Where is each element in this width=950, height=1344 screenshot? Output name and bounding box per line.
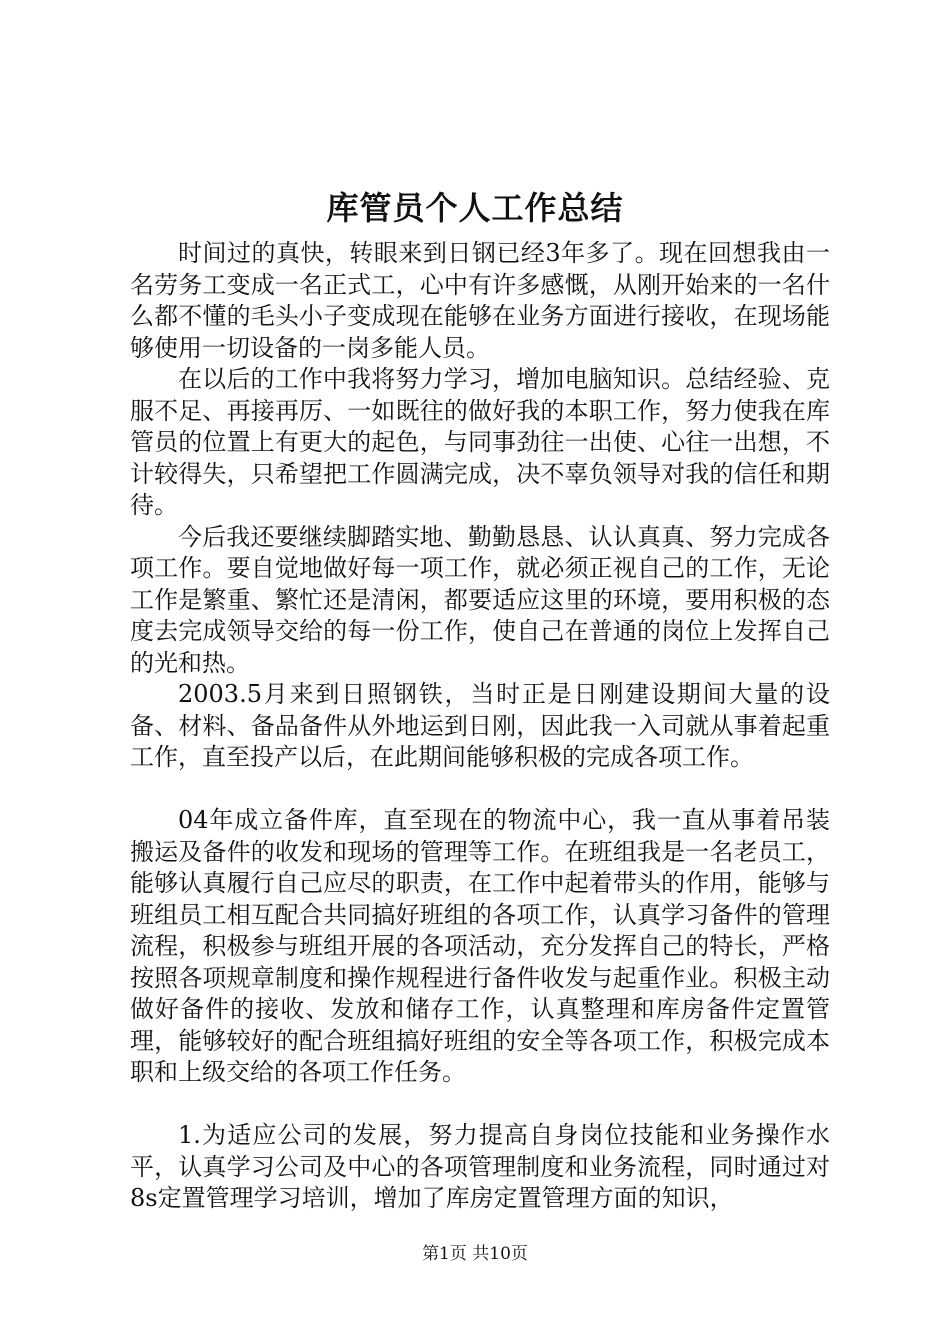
paragraph-2003: 2003.5月来到日照钢铁，当时正是日刚建设期间大量的设备、材料、备品备件从外地运到日刚，因此我一入司就从事着起重工作，直至投产以后，在此期间能够积极的完成各项工作。 [130,680,830,771]
page-footer: 第1页 共10页 [422,1244,528,1264]
document-body [130,238,830,1215]
document-title: 库管员个人工作总结 [326,189,624,227]
paragraph-future-work: 今后我还要继续脚踏实地、勤勤恳恳、认认真真、努力完成各项工作。要自觉地做好每一项工作，就必须正视自己的工作，无论工作是繁重、繁忙还是清闲，都要适应这里的环境，要用积极的态度去完成领导交给的每一份工作，使自己在普通的岗位上发挥自己的光和热。 [130,522,830,677]
paragraph-future-study: 在以后的工作中我将努力学习，增加电脑知识。总结经验、克服不足、再接再厉、一如既往的做好我的本职工作，努力使我在库管员的位置上有更大的起色，与同事劲往一出使、心往一出想，不计较得失，只希望把工作圆满完成，决不辜负领导对我的信任和期待。 [130,365,830,519]
paragraph-item-1: 1.为适应公司的发展，努力提高自身岗位技能和业务操作水平，认真学习公司及中心的各项管理制度和业务流程，同时通过对8s定置管理学习培训，增加了库房定置管理方面的知识， [130,1121,830,1212]
paragraph-2004: 04年成立备件库，直至现在的物流中心，我一直从事着吊装搬运及备件的收发和现场的管理等工作。在班组我是一名老员工，能够认真履行自己应尽的职责，在工作中起着带头的作用，能够与班组员工相互配合共同搞好班组的各项工作，认真学习备件的管理流程，积极参与班组开展的各项活动，充分发挥自己的特长，严格按照各项规章制度和操作规程进行备件收发与起重作业。积极主动做好备件的接收、发放和储存工作，认真整理和库房备件定置管理，能够较好的配合班组搞好班组的安全等各项工作，积极完成本职和上级交给的各项工作任务。 [130,806,830,1086]
paragraph-intro: 时间过的真快，转眼来到日钢已经3年多了。现在回想我由一名劳务工变成一名正式工，心中有许多感慨，从刚开始来的一名什么都不懂的毛头小子变成现在能够在业务方面进行接收，在现场能够使用一切设备的一岗多能人员。 [130,239,830,362]
